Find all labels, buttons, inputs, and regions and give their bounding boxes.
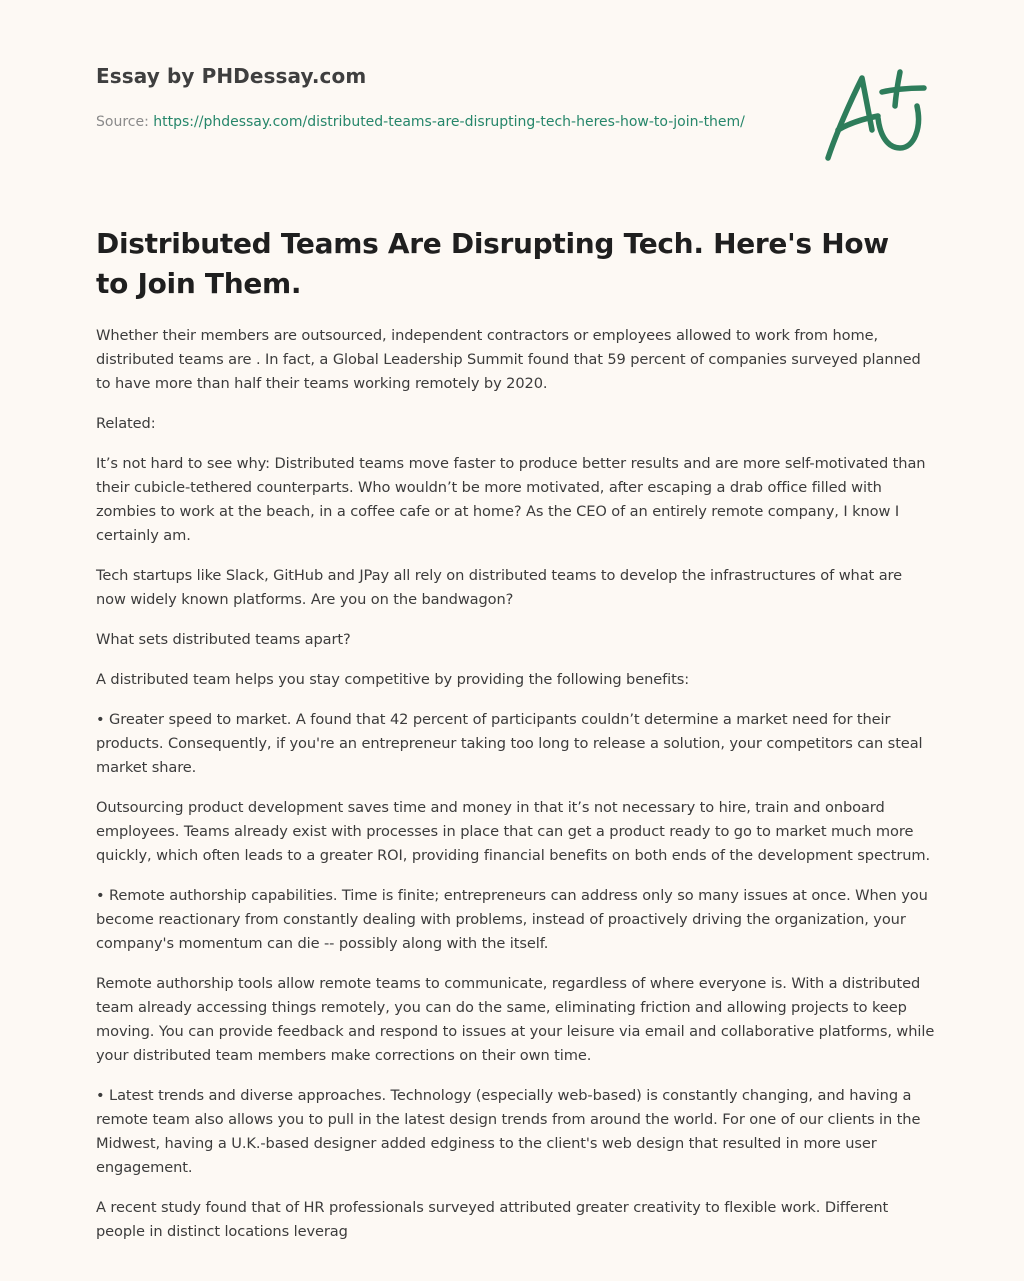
paragraph: • Greater speed to market. A found that 42 percent of participants couldn’t determine a market need for their products. Consequently, if you're an entrepreneur taking too long to release a solution, your competitors can steal market share. — [96, 711, 923, 776]
paragraph: A recent study found that of HR professionals surveyed attributed greater creativity to flexible work. Different people in distinct locations leverag — [96, 1199, 889, 1240]
site-title: Essay by PHDessay.com — [96, 64, 367, 88]
paragraph: What sets distributed teams apart? — [96, 631, 351, 648]
paragraph: Related: — [96, 415, 156, 432]
source-line — [96, 110, 776, 134]
a-plus-logo-icon — [818, 66, 930, 166]
paragraph: Remote authorship tools allow remote teams to communicate, regardless of where everyone is. With a distributed team already accessing things remotely, you can do the same, eliminating friction and allowing projects to keep moving. You can provide feedback and respond to issues at your leisure via email and collaborative platforms, while your distributed team members make corrections on their own time. — [96, 975, 935, 1064]
source-label: Source: — [96, 114, 154, 130]
paragraph: A distributed team helps you stay competitive by providing the following benefits: — [96, 671, 690, 688]
paragraph: Whether their members are outsourced, independent contractors or employees allowed to work from home, distributed teams are . In fact, a Global Leadership Summit found that 59 percent of companies surveyed planned to have more than half their teams working remotely by 2020. — [96, 327, 921, 392]
essay-title: Distributed Teams Are Disrupting Tech. Here's How to Join Them. — [96, 227, 889, 300]
paragraph: Tech startups like Slack, GitHub and JPay all rely on distributed teams to develop the infrastructures of what are now widely known platforms. Are you on the bandwagon? — [96, 567, 902, 608]
essay-body — [96, 324, 936, 1260]
paragraph: It’s not hard to see why: Distributed teams move faster to produce better results and are more self-motivated than their cubicle-tethered counterparts. Who wouldn’t be more motivated, after escaping a drab office filled with zombies to work at the beach, in a coffee cafe or at home? As the CEO of an entirely remote company, I know I certainly am. — [96, 455, 926, 544]
paragraph: • Remote authorship capabilities. Time is finite; entrepreneurs can address only so many issues at once. When you become reactionary from constantly dealing with problems, instead of proactively driving the organization, your company's momentum can die -- possibly along with the itself. — [96, 887, 928, 952]
paragraph: • Latest trends and diverse approaches. Technology (especially web-based) is constantly changing, and having a remote team also allows you to pull in the latest design trends from around the world. For one of our clients in the Midwest, having a U.K.-based designer added edginess to the client's web design that resulted in more user engagement. — [96, 1087, 921, 1176]
source-link[interactable]: https://phdessay.com/distributed-teams-are-disrupting-tech-heres-how-to-join-them/ — [153, 114, 745, 130]
paragraph: Outsourcing product development saves time and money in that it’s not necessary to hire, train and onboard employees. Teams already exist with processes in place that can get a product ready to go to market much more quickly, which often leads to a greater ROI, providing financial benefits on both ends of the development spectrum. — [96, 799, 931, 864]
